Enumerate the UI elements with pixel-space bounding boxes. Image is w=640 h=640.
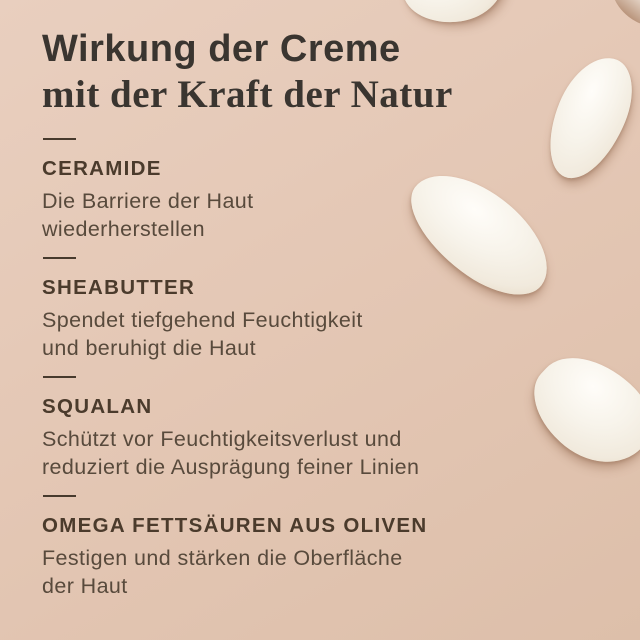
ingredient-heading: OMEGA FETTSÄUREN AUS OLIVEN (42, 514, 428, 537)
benefit-text-line: der Haut (42, 574, 128, 598)
page-title-line2: mit der Kraft der Natur (42, 73, 453, 116)
benefit-text-line: wiederherstellen (42, 217, 205, 241)
benefit-text-line: Festigen und stärken die Oberfläche (42, 546, 403, 570)
text-column (42, 26, 512, 614)
cream-smear-lower-right (516, 335, 640, 485)
benefit-text-line: Die Barriere der Haut (42, 189, 254, 213)
section-divider (43, 138, 76, 140)
cream-smear-top (397, 0, 509, 29)
benefit-section (42, 138, 512, 243)
section-divider (43, 257, 76, 259)
section-divider (43, 495, 76, 497)
section-divider (43, 376, 76, 378)
ingredient-heading: CERAMIDE (42, 157, 162, 180)
benefit-section (42, 257, 512, 362)
benefit-section (42, 495, 512, 600)
ingredient-heading: SQUALAN (42, 395, 153, 418)
page-title-line1: Wirkung der Creme (42, 28, 401, 70)
benefit-text-line: Spendet tiefgehend Feuchtigkeit (42, 308, 363, 332)
benefit-text-line: und beruhigt die Haut (42, 336, 256, 360)
benefits-list (42, 138, 512, 600)
ingredient-heading: SHEABUTTER (42, 276, 196, 299)
cream-smear-upper-right (535, 46, 640, 190)
cream-smear-corner-shadow (600, 0, 640, 39)
benefit-text-line: reduziert die Ausprägung feiner Linien (42, 455, 420, 479)
benefit-section (42, 376, 512, 481)
benefit-text-line: Schützt vor Feuchtigkeitsverlust und (42, 427, 402, 451)
